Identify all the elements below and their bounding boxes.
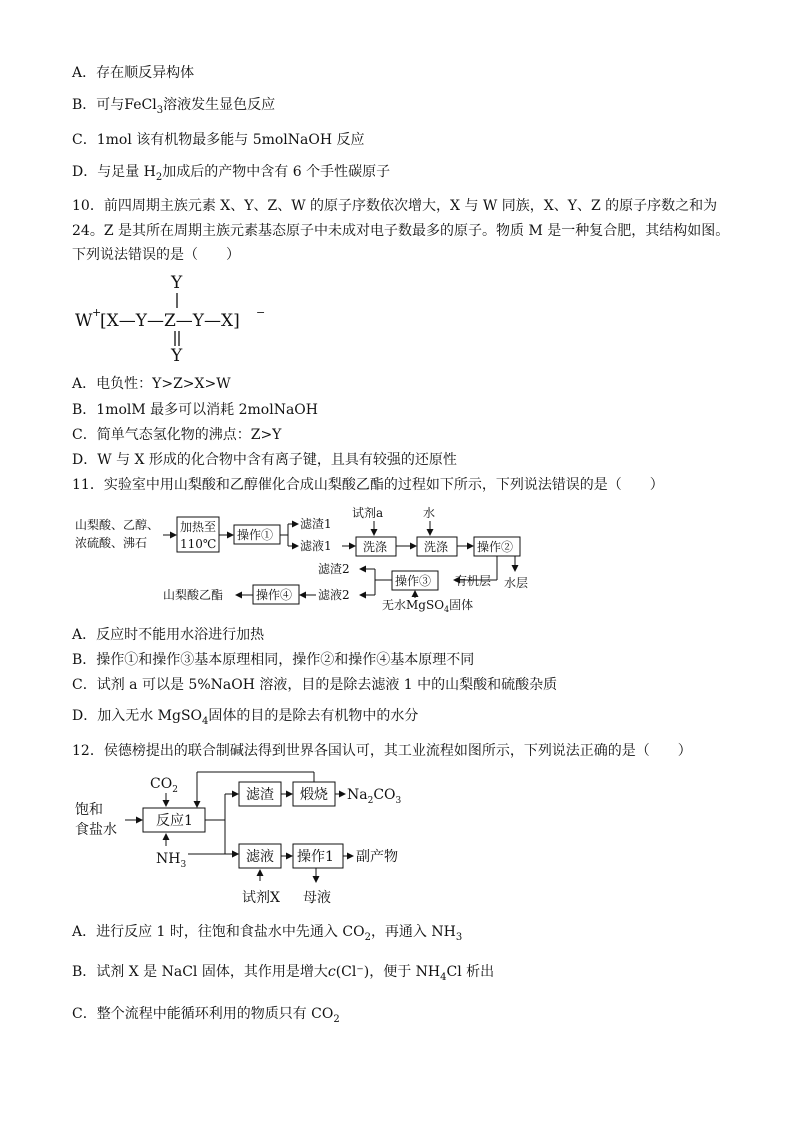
q12-a-text: A．进行反应 1 时，往饱和食盐水中先通入 CO — [72, 924, 365, 940]
q11-heat-line1: 加热至 — [180, 520, 217, 534]
q11-op4: 操作④ — [256, 588, 293, 602]
q9-b-text: B．可与FeCl — [72, 97, 157, 113]
structure-top-y: Y — [171, 273, 183, 293]
q11-d-sub: 4 — [202, 715, 209, 727]
q12-co2: $CO_2$ — [150, 776, 178, 795]
q11-heat-line2: 110℃ — [180, 537, 217, 551]
q11-op3: 操作③ — [395, 574, 432, 588]
q10-option-c: C．简单气态氢化物的沸点：Z>Y — [72, 427, 282, 443]
q12-option-c — [72, 1004, 340, 1030]
q10-stem-line2: 24。Z 是其所在周期主族元素基态原子中未成对电子数最多的原子。物质 M 是一种复合肥，其结构如图。 — [72, 223, 730, 239]
q12-b-text-3: Cl 析出 — [446, 964, 495, 980]
q12-reaction1: 反应1 — [156, 813, 193, 829]
q11-residue1: 滤渣1 — [300, 517, 332, 531]
structure-bottom-y: Y — [171, 346, 183, 366]
structure-cation-charge: + — [92, 306, 102, 319]
q12-a-text-2: ，再通入 NH — [370, 924, 456, 940]
q9-d-text-2: 加成后的产物中含有 6 个手性碳原子 — [162, 164, 391, 180]
q9-option-c: C．1mol 该有机物最多能与 5molNaOH 反应 — [72, 132, 365, 148]
q11-stem: 11．实验室中用山梨酸和乙醇催化合成山梨酸乙酯的过程如下所示，下列说法错误的是（ ） — [72, 477, 664, 493]
q11-option-b: B．操作①和操作③基本原理相同，操作②和操作④基本原理不同 — [72, 652, 475, 668]
q12-calcine: 煅烧 — [300, 787, 328, 803]
q9-option-b — [72, 95, 275, 121]
q12-option-b — [72, 962, 494, 988]
q12-op1: 操作1 — [297, 849, 334, 865]
structure-anion-charge: − — [256, 306, 266, 319]
q12-brine-line1: 饱和 — [75, 802, 103, 818]
q10-option-b: B．1molM 最多可以消耗 2molNaOH — [72, 402, 318, 418]
q12-nh3: $NH_3$ — [156, 851, 187, 870]
q11-option-c: C．试剂 a 可以是 5%NaOH 溶液，目的是除去滤液 1 中的山梨酸和硫酸杂质 — [72, 677, 558, 693]
q12-c-sub: 2 — [333, 1013, 340, 1025]
q9-b-text-2: 溶液发生显色反应 — [163, 97, 276, 113]
q12-na2co3: $Na_2CO_3$ — [347, 787, 402, 806]
q10-structure-diagram — [70, 272, 290, 367]
q11-input-line2: 浓硫酸、沸石 — [75, 536, 148, 550]
q10-stem-line1: 10．前四周期主族元素 X、Y、Z、W 的原子序数依次增大，X 与 W 同族，X、Y、Z 的原子序数之和为 — [72, 198, 718, 214]
q9-option-a: A．存在顺反异构体 — [72, 65, 195, 81]
q11-wash1: 洗涤 — [363, 540, 388, 554]
q11-d-text: D．加入无水 MgSO — [72, 708, 203, 724]
q12-b-concentration: c — [327, 964, 336, 980]
q11-water: 水 — [423, 506, 436, 520]
q10-option-d: D．W 与 X 形成的化合物中含有离子键，且具有较强的还原性 — [72, 452, 457, 468]
q12-b-text: B．试剂 X 是 NaCl 固体，其作用是增大 — [72, 964, 328, 980]
q9-b-sub: 3 — [156, 104, 164, 116]
q10-option-a: A．电负性：Y>Z>X>W — [72, 376, 231, 392]
q12-a-sub1: 2 — [364, 931, 371, 943]
q11-mgso4: 无水MgSO$_4$固体 — [382, 598, 474, 614]
q11-option-a: A．反应时不能用水浴进行加热 — [72, 627, 265, 643]
q11-residue2: 滤渣2 — [318, 562, 350, 576]
q9-d-text: D．与足量 H — [72, 164, 156, 180]
q12-flow-diagram — [70, 768, 450, 910]
q12-option-a — [72, 922, 462, 948]
q11-op2: 操作② — [477, 540, 514, 554]
q12-stem: 12．侯德榜提出的联合制碱法得到世界各国认可，其工业流程如图所示，下列说法正确的是（ ） — [72, 743, 692, 759]
q12-b-ion: (Cl⁻) — [335, 964, 370, 980]
q11-reagent-a: 试剂a — [352, 506, 384, 520]
structure-cation: W — [75, 311, 93, 331]
q9-option-d — [72, 162, 390, 188]
q9-d-sub: 2 — [155, 171, 163, 183]
q10-stem-line3: 下列说法错误的是（ ） — [72, 247, 240, 263]
q11-option-d — [72, 706, 418, 732]
q12-residue: 滤渣 — [246, 787, 274, 803]
q12-b-text-2: ，便于 NH — [369, 964, 441, 980]
q12-b-sub: 4 — [440, 971, 447, 983]
q12-byproduct: 副产物 — [356, 849, 398, 865]
q11-input-line1: 山梨酸、乙醇、 — [75, 518, 160, 532]
q11-op1: 操作① — [237, 528, 274, 542]
q11-filtrate1: 滤液1 — [300, 539, 332, 553]
structure-anion-chain: [X—Y—Z—Y—X] — [100, 311, 240, 331]
q12-c-text: C．整个流程中能循环利用的物质只有 CO — [72, 1006, 334, 1022]
q12-mother-liquor: 母液 — [303, 890, 331, 906]
q12-a-sub2: 3 — [455, 931, 463, 943]
q11-product: 山梨酸乙酯 — [163, 588, 224, 602]
q11-organic-layer: 有机层 — [455, 574, 492, 588]
q11-d-text-2: 固体的目的是除去有机物中的水分 — [208, 708, 419, 724]
q11-aqueous-layer: 水层 — [504, 576, 529, 590]
q12-brine-line2: 食盐水 — [75, 822, 117, 838]
q12-reagent-x: 试剂X — [242, 890, 280, 906]
q11-wash2: 洗涤 — [424, 540, 449, 554]
q11-flow-diagram — [70, 503, 630, 615]
q12-filtrate: 滤液 — [246, 849, 274, 865]
q11-filtrate2: 滤液2 — [318, 588, 350, 602]
